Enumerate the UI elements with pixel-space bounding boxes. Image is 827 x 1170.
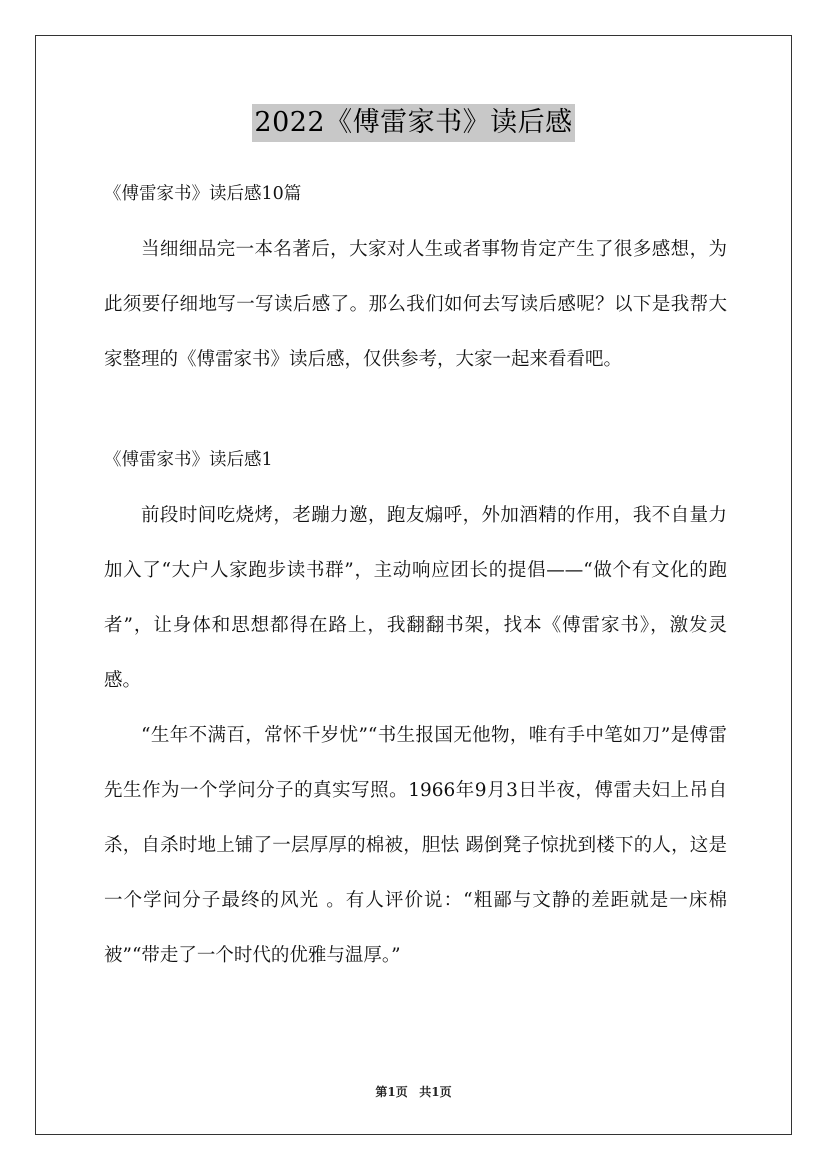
page-total: 共1页 — [419, 1085, 452, 1099]
intro-paragraph: 当细细品完一本名著后，大家对人生或者事物肯定产生了很多感想，为此须要仔细地写一写读后感了。那么我们如何去写读后感呢？以下是我帮大家整理的《傅雷家书》读后感，仅供参考，大家一起来看看吧。 — [104, 239, 727, 370]
section-heading: 《傅雷家书》读后感1 — [104, 450, 273, 470]
document-title: 2022《傅雷家书》读后感 — [252, 104, 574, 142]
body-paragraph-2: “生年不满百，常怀千岁忧”“书生报国无他物，唯有手中笔如刀”是傅雷先生作为一个学问分子的真实写照。1966年9月3日半夜，傅雷夫妇上吊自杀，自杀时地上铺了一层厚厚的棉被，胆怯 踢倒凳子惊扰到楼下的人，这是一个学问分子最终的风光 。有人评价说：“粗鄙与文静的差距就是一床棉被”“带走了一个时代的优雅与温厚。” — [104, 725, 727, 966]
body-paragraph-1: 前段时间吃烧烤，老蹦力邀，跑友煽呼，外加酒精的作用，我不自量力加入了“大户人家跑步读书群”，主动响应团长的提倡——“做个有文化的跑者”，让身体和思想都得在路上，我翻翻书架，找本《傅雷家书》，激发灵感。 — [104, 505, 727, 691]
page-footer — [0, 1083, 827, 1101]
page-number: 第1页 — [375, 1085, 408, 1099]
document-body — [104, 174, 727, 983]
title-container — [0, 104, 827, 142]
document-subtitle: 《傅雷家书》读后感10篇 — [104, 184, 302, 204]
